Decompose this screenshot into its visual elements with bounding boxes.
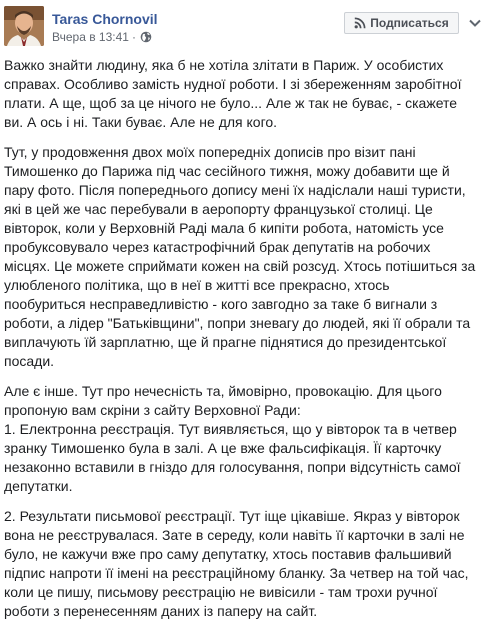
text-line: пару фото. Після попереднього допису мені їх надіслали наші туристи,	[4, 182, 466, 198]
text-line: роботи, а лідер "Батьківщини", попри зневагу до людей, які її обрали та	[4, 315, 471, 331]
text-line: справах. Особливо замість нудної роботи. І зі збереженням заробітної	[4, 76, 462, 92]
text-line: підпис напроти її імені на реєстраційному бланку. За четвер на той час,	[4, 565, 469, 581]
profile-photo	[4, 6, 44, 46]
text-line: посади.	[4, 353, 55, 369]
post-paragraph-3	[4, 382, 486, 496]
text-line: було, не кажучи вже про саму депутатку, хтось поставив фальшивий	[4, 546, 452, 562]
post-header	[0, 0, 490, 54]
text-line: 2. Результати письмової реєстрації. Тут іще цікавіше. Якраз у вівторок	[4, 508, 460, 524]
post-options-button[interactable]	[466, 14, 484, 32]
text-line: Але є інше. Тут про нечесність та, ймовірно, провокацію. Для цього	[4, 383, 442, 399]
globe-icon[interactable]	[140, 31, 152, 43]
text-line: Тимошенко до Парижа під час сесійного тижня, можу добавити ще й	[4, 163, 450, 179]
subscribe-label: Подписаться	[370, 16, 449, 30]
text-line: пропоную вам скріни з сайту Верховної Ради:	[4, 402, 301, 418]
text-line: коли це пишу, письмову реєстрацію не вивісили - там трохи ручної	[4, 584, 438, 600]
post-paragraph-1	[4, 56, 486, 132]
post-meta	[52, 30, 152, 44]
text-line: незаконно вставили в гніздо для голосування, попри відсутність самої	[4, 459, 461, 475]
subscribe-button[interactable]	[344, 12, 459, 34]
post-paragraph-2	[4, 143, 486, 371]
avatar[interactable]	[4, 6, 44, 46]
text-line: пообуриться несправедливістю - кого завгодно за таке б вигнали з	[4, 296, 438, 312]
text-line: вона не реєструвалася. Зате в середу, коли навіть її карточки в залі не	[4, 527, 465, 543]
text-line: місцях. Це можете сприймати кожен на свій розсуд. Хтось потішиться за	[4, 258, 476, 274]
text-line: Важко знайти людину, яка б не хотіла злітати в Париж. У особистих	[4, 57, 444, 73]
post-paragraph-4	[4, 507, 486, 621]
post-text	[4, 56, 486, 632]
text-line: пробуксовувало через катастрофічний брак депутатів на робочих	[4, 239, 431, 255]
text-line: вівторок, коли у Верховній Раді мала б кипіти робота, натомість усе	[4, 220, 444, 236]
post-timestamp[interactable]: Вчера в 13:41	[52, 30, 129, 44]
text-line: плати. А ще, щоб за це нічого не було... Але ж так не буває, - скажете	[4, 95, 458, 111]
text-line: які в цей же час перебували в аеропорту французької столиці. Це	[4, 201, 433, 217]
text-line: депутатки.	[4, 478, 73, 494]
text-line: зранку Тимошенко була в залі. А це вже фальсифікація. Її карточку	[4, 440, 442, 456]
text-line: 1. Електронна реєстрація. Тут виявляється, що у вівторок та в четвер	[4, 421, 457, 437]
text-line: Тут, у продовження двох моїх попередніх дописів про візит пані	[4, 144, 416, 160]
text-line: ви. А ось і ні. Таки буває. Але не для кого.	[4, 114, 278, 130]
meta-separator: ·	[131, 30, 136, 44]
chevron-down-icon	[469, 14, 481, 32]
rss-icon	[354, 17, 366, 29]
text-line: роботи з перенесенням даних із паперу на сайт.	[4, 603, 318, 619]
text-line: виплачують їй зарплатню, ще й прагне піднятися до президентської	[4, 334, 447, 350]
author-name[interactable]: Taras Chornovil	[52, 11, 158, 27]
text-line: улюбленого політика, що в неї в житті все прекрасно, хтось	[4, 277, 390, 293]
